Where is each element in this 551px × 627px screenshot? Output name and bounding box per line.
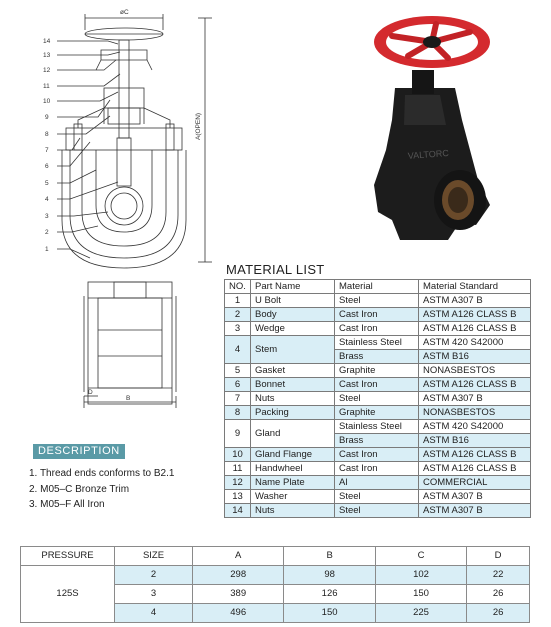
row-part-name: Body [251,308,335,322]
dim-label-b: B [126,395,131,402]
material-row [225,420,531,434]
material-row [225,294,531,308]
row-material-standard: ASTM A307 B [419,392,531,406]
row-no: 11 [225,462,251,476]
pressure-cell: 125S [21,566,115,623]
row-material-standard: ASTM A307 B [419,490,531,504]
material-row [225,392,531,406]
d-cell: 26 [467,604,530,623]
material-row [225,322,531,336]
header-d: D [467,547,530,566]
row-part-name: Gland [251,420,335,448]
material-row [225,448,531,462]
material-row [225,476,531,490]
row-no: 5 [225,364,251,378]
row-part-name: Stem [251,336,335,364]
row-no: 10 [225,448,251,462]
callout-10: 10 [43,98,51,105]
gate-valve-photo [0,0,551,260]
b-cell: 126 [284,585,375,604]
row-material: Cast Iron [335,308,419,322]
row-part-name: Handwheel [251,462,335,476]
row-part-name: Gland Flange [251,448,335,462]
row-material-standard: ASTM A126 CLASS B [419,462,531,476]
material-list-body [225,294,531,518]
row-no: 1 [225,294,251,308]
header-no: NO. [225,280,251,294]
row-no: 2 [225,308,251,322]
row-material-standard: ASTM A126 CLASS B [419,378,531,392]
row-material-standard: ASTM B16 [419,350,531,364]
material-row [225,462,531,476]
valve-brand-text: VALTORC [407,147,450,161]
a-cell: 496 [193,604,284,623]
header-pressure: PRESSURE [21,547,115,566]
row-material-standard: ASTM A126 CLASS B [419,448,531,462]
material-list-title: MATERIAL LIST [226,262,325,277]
description-item: 2. M05–C Bronze Trim [29,483,130,495]
row-material-standard: ASTM A307 B [419,294,531,308]
material-row [225,406,531,420]
size-cell: 4 [115,604,193,623]
row-part-name: Name Plate [251,476,335,490]
row-material-standard: ASTM A307 B [419,504,531,518]
row-no: 6 [225,378,251,392]
row-material: Al [335,476,419,490]
callout-12: 12 [43,67,51,74]
row-material: Steel [335,490,419,504]
description-list [29,466,174,513]
callout-5: 5 [45,180,49,187]
row-part-name: Washer [251,490,335,504]
row-material: Stainless Steel [335,336,419,350]
row-material: Steel [335,392,419,406]
callout-2: 2 [45,229,49,236]
c-cell: 225 [375,604,466,623]
row-material-standard: ASTM B16 [419,434,531,448]
b-cell: 150 [284,604,375,623]
row-material: Cast Iron [335,378,419,392]
row-part-name: Gasket [251,364,335,378]
header-a: A [193,547,284,566]
c-cell: 150 [375,585,466,604]
header-material-standard: Material Standard [419,280,531,294]
row-material: Steel [335,504,419,518]
row-material: Cast Iron [335,322,419,336]
callout-4: 4 [45,196,49,203]
callout-7: 7 [45,147,49,154]
row-material: Graphite [335,364,419,378]
row-material-standard: ASTM 420 S42000 [419,420,531,434]
row-no: 14 [225,504,251,518]
description-title: DESCRIPTION [33,444,125,459]
row-material: Cast Iron [335,462,419,476]
material-row [225,336,531,350]
a-cell: 389 [193,585,284,604]
row-material-standard: ASTM A126 CLASS B [419,322,531,336]
row-no: 12 [225,476,251,490]
row-material-standard: COMMERCIAL [419,476,531,490]
row-no: 7 [225,392,251,406]
row-no: 8 [225,406,251,420]
size-cell: 2 [115,566,193,585]
row-part-name: Packing [251,406,335,420]
material-header-row [225,280,531,294]
header-material: Material [335,280,419,294]
callout-9: 9 [45,114,49,121]
header-c: C [375,547,466,566]
row-no: 9 [225,420,251,448]
row-material: Brass [335,434,419,448]
dimension-row [21,566,530,585]
description-item: 3. M05–F All Iron [29,499,105,510]
row-part-name: U Bolt [251,294,335,308]
header-b: B [284,547,375,566]
description-item: 1. Thread ends conforms to B2.1 [29,468,175,479]
dimension-table [20,546,530,623]
row-material: Stainless Steel [335,420,419,434]
row-material: Steel [335,294,419,308]
size-cell: 3 [115,585,193,604]
callout-1: 1 [45,246,49,253]
row-material: Graphite [335,406,419,420]
row-part-name: Nuts [251,392,335,406]
b-cell: 98 [284,566,375,585]
material-row [225,490,531,504]
dim-label-d: D [88,389,93,396]
dim-label-c: øC [120,9,129,16]
header-part-name: Part Name [251,280,335,294]
a-cell: 298 [193,566,284,585]
row-part-name: Bonnet [251,378,335,392]
row-no: 3 [225,322,251,336]
row-material-standard: ASTM 420 S42000 [419,336,531,350]
callout-6: 6 [45,163,49,170]
row-part-name: Wedge [251,322,335,336]
callout-14: 14 [43,38,51,45]
d-cell: 26 [467,585,530,604]
callout-3: 3 [45,213,49,220]
row-material-standard: ASTM A126 CLASS B [419,308,531,322]
c-cell: 102 [375,566,466,585]
dim-label-a: A(OPEN) [195,112,202,140]
row-no: 4 [225,336,251,364]
row-material-standard: NONASBESTOS [419,406,531,420]
row-material-standard: NONASBESTOS [419,364,531,378]
material-row [225,504,531,518]
d-cell: 22 [467,566,530,585]
callout-13: 13 [43,52,51,59]
row-material: Cast Iron [335,448,419,462]
callout-11: 11 [43,83,50,90]
row-material: Brass [335,350,419,364]
material-row [225,308,531,322]
row-part-name: Nuts [251,504,335,518]
dimension-header-row [21,547,530,566]
material-list-table [224,279,531,518]
row-no: 13 [225,490,251,504]
header-size: SIZE [115,547,193,566]
material-row [225,378,531,392]
callout-8: 8 [45,131,49,138]
material-row [225,364,531,378]
